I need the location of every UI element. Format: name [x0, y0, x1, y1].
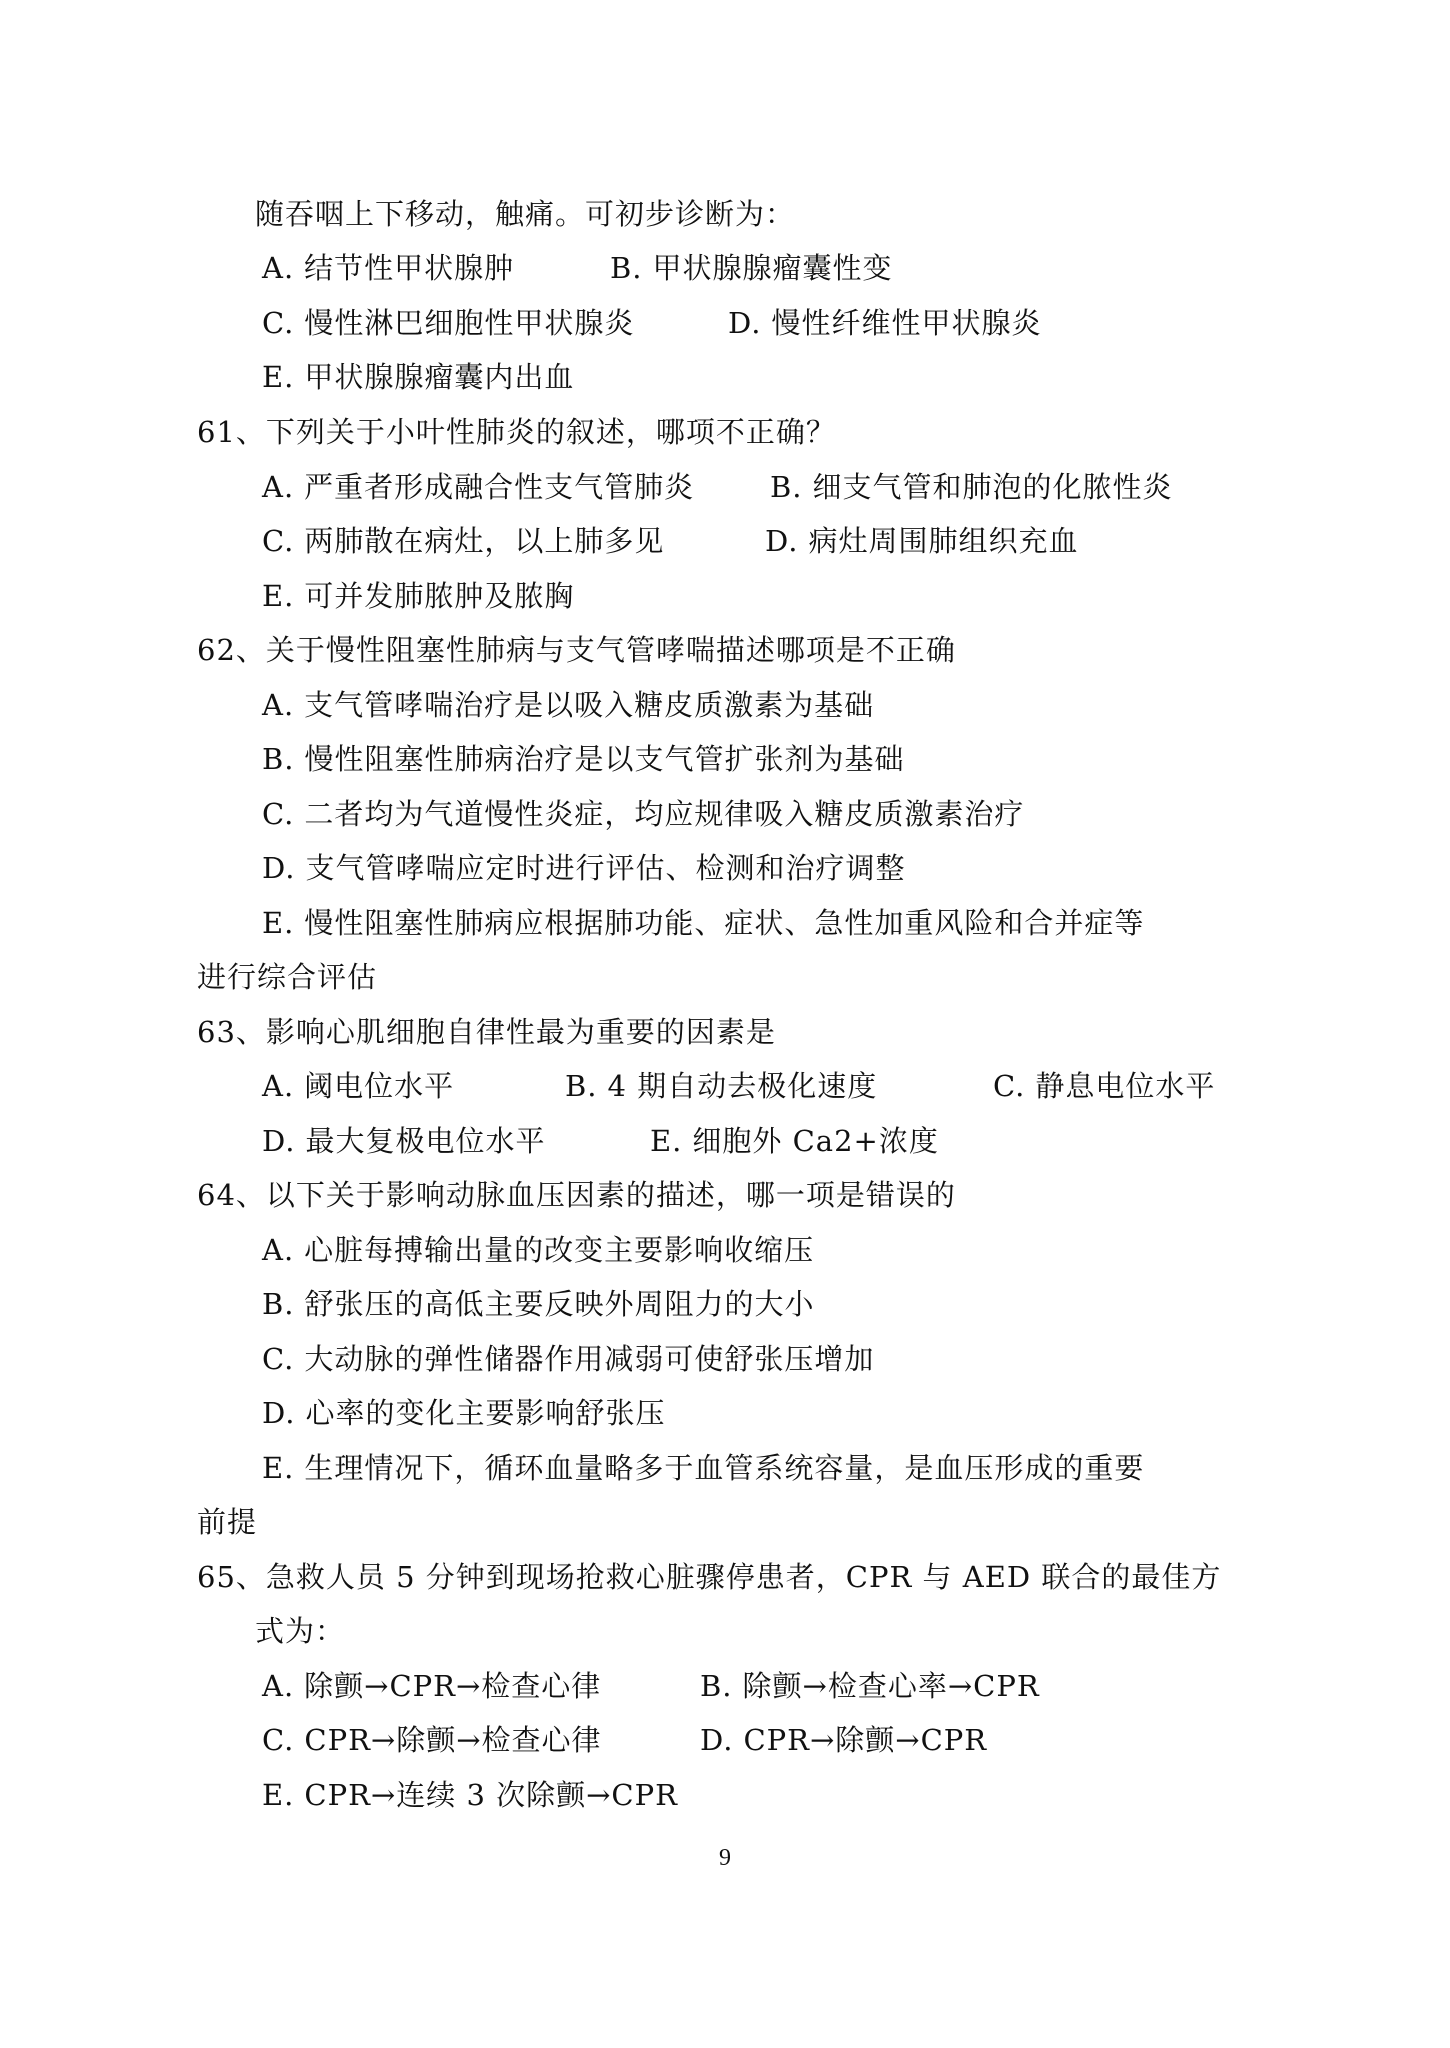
q63-option-e: E. 细胞外 Ca2+浓度 — [650, 1124, 939, 1158]
q63-option-b: B. 4 期自动去极化速度 — [565, 1069, 878, 1103]
q60-option-a: A. 结节性甲状腺肿 — [262, 251, 515, 285]
q63-option-c: C. 静息电位水平 — [993, 1069, 1216, 1103]
q60-option-d: D. 慢性纤维性甲状腺炎 — [728, 306, 1042, 340]
exam-page: 随吞咽上下移动，触痛。可初步诊断为： A. 结节性甲状腺肿 B. 甲状腺腺瘤囊性变 C. 慢性淋巴细胞性甲状腺炎 D. 慢性纤维性甲状腺炎 E. 甲状腺腺瘤囊内出血 61、下列关于小叶性肺炎的叙述，哪项不正确？ A. 严重者形成融合性支气管肺炎 B. 细支气管和肺泡的化脓性炎 C. 两肺散在病灶，以上肺多见 D. 病灶周围肺组织充血 E. 可并发肺脓肿及脓胸 62、关于慢性阻塞性肺病与支气管哮喘描述哪项是不正确 A. 支气管哮喘治疗是以吸入糖皮质激素为基础 B. 慢性阻塞性肺病治疗是以支气管扩张剂为基础 C. 二者均为气道慢性炎症，均应规律吸入糖皮质激素治疗 D. 支气管哮喘应定时进行评估、检测和治疗调整 E. 慢性阻塞性肺病应根据肺功能、症状、急性加重风险和合并症等 进行综合评估 63、影响心肌细胞自律性最为重要的因素是 A. 阈电位水平 B. 4 期自动去极化速度 C. 静息电位水平 D. 最大复极电位水平 E. 细胞外 Ca2+浓度 64、以下关于影响动脉血压因素的描述，哪一项是错误的 A. 心脏每搏输出量的改变主要影响收缩压 B. 舒张压的高低主要反映外周阻力的大小 C. 大动脉的弹性储器作用减弱可使舒张压增加 D. 心率的变化主要影响舒张压 E. 生理情况下，循环血量略多于血管系统容量，是血压形成的重要 前提 65、急救人员 5 分钟到现场抢救心脏骤停患者，CPR 与 AED 联合的最佳方 式为： A. 除颤→CPR→检查心律 B. 除颤→检查心率→CPR C. CPR→除颤→检查心律 D. CPR→除颤→CPR E. CPR→连续 3 次除颤→CPR 9 — [0, 0, 1450, 2048]
page-number: 9 — [719, 1845, 731, 1871]
q60-option-c: C. 慢性淋巴细胞性甲状腺炎 — [262, 306, 635, 340]
q65-option-e: E. CPR→连续 3 次除颤→CPR — [262, 1778, 678, 1812]
q61-option-a: A. 严重者形成融合性支气管肺炎 — [262, 470, 695, 504]
q65-option-c: C. CPR→除颤→检查心律 — [262, 1723, 602, 1757]
q61-option-e: E. 可并发肺脓肿及脓胸 — [262, 579, 575, 613]
q65-option-d: D. CPR→除颤→CPR — [700, 1723, 988, 1757]
q63-option-a: A. 阈电位水平 — [262, 1069, 455, 1103]
q61-option-d: D. 病灶周围肺组织充血 — [765, 524, 1079, 558]
q65-option-a: A. 除颤→CPR→检查心律 — [262, 1669, 602, 1703]
q65-option-b: B. 除颤→检查心率→CPR — [700, 1669, 1040, 1703]
q60-option-b: B. 甲状腺腺瘤囊性变 — [610, 251, 893, 285]
q63-option-d: D. 最大复极电位水平 — [262, 1124, 546, 1158]
q61-option-b: B. 细支气管和肺泡的化脓性炎 — [770, 470, 1173, 504]
q61-option-c: C. 两肺散在病灶，以上肺多见 — [262, 524, 665, 558]
q60-option-e: E. 甲状腺腺瘤囊内出血 — [262, 360, 575, 394]
